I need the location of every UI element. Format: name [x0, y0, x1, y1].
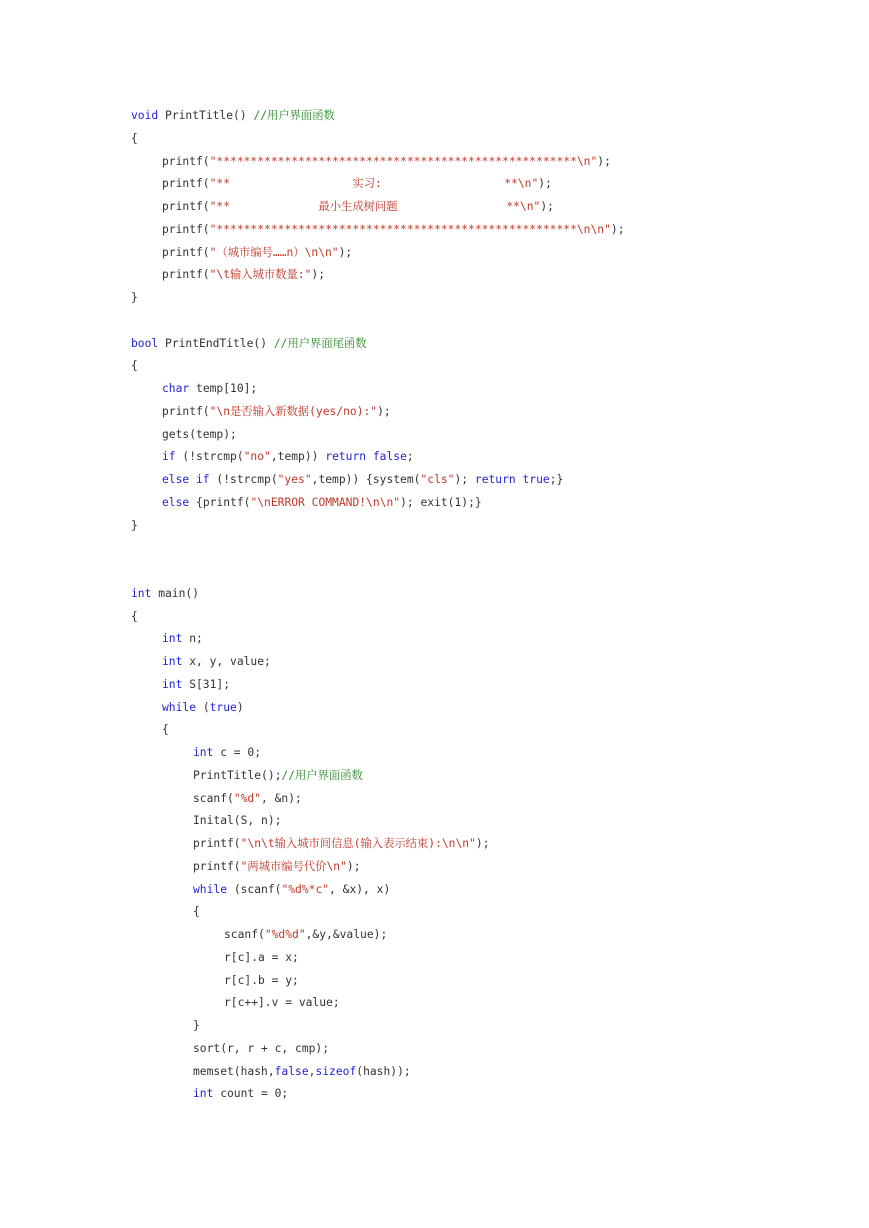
- code-text: main(): [151, 586, 200, 600]
- code-line: [131, 674, 625, 697]
- code-line: [131, 1015, 625, 1038]
- string-token: "\n\t输入城市间信息(输入表示结束):\n\n": [240, 837, 476, 850]
- code-text: {printf(: [189, 495, 251, 509]
- code-text: {: [131, 131, 138, 145]
- code-text: );: [538, 177, 552, 191]
- string-token: "\t输入城市数量:": [209, 268, 312, 282]
- code-line: [131, 310, 625, 333]
- code-line: [131, 151, 625, 174]
- code-text: ): [236, 700, 244, 714]
- code-text: ,: [308, 1064, 316, 1078]
- code-text: ,temp)) {system(: [311, 473, 421, 486]
- keyword-token: int: [131, 586, 152, 600]
- code-line: [131, 924, 625, 947]
- keyword-token: true: [209, 700, 237, 714]
- code-line: [131, 947, 625, 970]
- code-text: , &n);: [261, 791, 302, 805]
- code-text: c = 0;: [213, 746, 262, 759]
- code-text: scanf(: [224, 928, 265, 941]
- code-text: printf(: [193, 859, 241, 873]
- code-text: (hash));: [356, 1064, 411, 1078]
- code-text: printf(: [162, 245, 210, 259]
- code-text: );: [311, 268, 326, 282]
- code-line: [131, 537, 625, 560]
- keyword-token: false: [274, 1064, 309, 1078]
- code-text: r[c].b = y;: [224, 973, 299, 987]
- code-line: [131, 469, 625, 492]
- code-text: {: [131, 609, 138, 623]
- code-text: ,temp)): [270, 450, 326, 464]
- code-text: ;: [406, 450, 414, 464]
- keyword-token: else if: [162, 473, 210, 486]
- code-line: [131, 992, 625, 1015]
- keyword-token: int: [162, 632, 183, 646]
- code-line: [131, 833, 625, 856]
- code-text: printf(: [162, 268, 210, 282]
- keyword-token: int: [162, 655, 183, 668]
- code-line: [131, 879, 625, 902]
- code-line: [131, 242, 625, 265]
- code-text: temp[10];: [189, 382, 258, 395]
- code-text: sort(r, r + c, cmp);: [193, 1041, 330, 1055]
- code-text: PrintEndTitle(): [158, 336, 274, 350]
- string-token: "*****************************************************\n\n": [209, 222, 611, 236]
- code-text: printf(: [193, 837, 241, 850]
- code-line: [131, 697, 625, 720]
- keyword-token: else: [162, 495, 190, 509]
- code-line: [131, 128, 625, 151]
- string-token: "\n是否输入新数据(yes/no):": [209, 404, 378, 418]
- code-text: x, y, value;: [182, 655, 271, 668]
- keyword-token: return false: [325, 450, 407, 464]
- code-text: (!strcmp(: [209, 473, 278, 486]
- code-text: (scanf(: [227, 882, 282, 896]
- code-text: r[c++].v = value;: [224, 996, 340, 1010]
- keyword-token: sizeof: [315, 1064, 357, 1078]
- code-text: PrintTitle();: [193, 768, 282, 782]
- string-token: "yes": [277, 473, 312, 486]
- code-listing: [131, 105, 625, 1106]
- string-token: "\nERROR COMMAND!\n\n": [250, 495, 401, 509]
- code-text: );: [377, 404, 391, 418]
- keyword-token: int: [193, 746, 214, 759]
- code-text: (: [196, 700, 210, 714]
- code-text: count = 0;: [213, 1087, 289, 1101]
- code-line: [131, 355, 625, 378]
- code-line: [131, 173, 625, 196]
- string-token: "** 实习: **\n": [209, 177, 539, 191]
- code-line: [131, 1038, 625, 1061]
- comment-token: //用户界面函数: [253, 109, 335, 122]
- code-line: [131, 651, 625, 674]
- code-line: [131, 515, 625, 538]
- code-text: {: [193, 905, 200, 919]
- code-text: }: [193, 1019, 200, 1032]
- code-text: memset(hash,: [193, 1064, 275, 1078]
- code-text: {: [162, 723, 169, 737]
- code-text: printf(: [162, 404, 210, 418]
- code-line: [131, 219, 625, 242]
- keyword-token: while: [193, 882, 228, 896]
- code-text: }: [131, 291, 138, 304]
- code-text: ,&y,&value);: [305, 928, 388, 941]
- code-line: [131, 1061, 625, 1084]
- code-text: PrintTitle(): [158, 109, 254, 122]
- code-line: [131, 628, 625, 651]
- code-line: [131, 742, 625, 765]
- code-line: [131, 401, 625, 424]
- string-token: "no": [243, 450, 271, 464]
- comment-token: //用户界面函数: [281, 768, 363, 782]
- string-token: "*****************************************************\n": [209, 154, 598, 168]
- code-text: );: [454, 473, 475, 486]
- code-line: [131, 196, 625, 219]
- keyword-token: int: [162, 677, 183, 691]
- keyword-token: void: [131, 109, 159, 122]
- code-line: [131, 1083, 625, 1106]
- code-text: (!strcmp(: [175, 450, 244, 464]
- string-token: "%d%d": [264, 928, 306, 941]
- code-line: [131, 606, 625, 629]
- code-text: printf(: [162, 222, 210, 236]
- comment-token: //用户界面尾函数: [273, 336, 367, 350]
- code-text: );: [540, 200, 554, 213]
- code-text: );: [338, 245, 353, 259]
- code-line: [131, 446, 625, 469]
- code-text: printf(: [162, 200, 210, 213]
- code-line: [131, 105, 625, 128]
- code-text: , &x), x): [329, 882, 391, 896]
- code-text: gets(temp);: [162, 427, 237, 441]
- keyword-token: return true: [474, 473, 550, 486]
- keyword-token: while: [162, 700, 197, 714]
- code-text: );: [610, 222, 625, 236]
- keyword-token: if: [162, 450, 176, 464]
- code-line: [131, 378, 625, 401]
- code-line: [131, 788, 625, 811]
- code-text: n;: [182, 632, 203, 646]
- code-text: );: [346, 859, 361, 873]
- string-token: "（城市编号……n）\n\n": [209, 245, 339, 259]
- code-text: );: [475, 837, 490, 850]
- code-line: [131, 765, 625, 788]
- string-token: "cls": [420, 473, 455, 486]
- code-line: [131, 901, 625, 924]
- string-token: "两城市编号代价\n": [240, 859, 347, 873]
- keyword-token: bool: [131, 336, 159, 350]
- code-text: ;}: [549, 473, 564, 486]
- code-text: printf(: [162, 154, 210, 168]
- code-text: ); exit(1);}: [400, 495, 482, 509]
- code-text: S[31];: [182, 677, 231, 691]
- code-line: [131, 333, 625, 356]
- keyword-token: int: [193, 1087, 214, 1101]
- code-text: {: [131, 359, 138, 373]
- code-line: [131, 583, 625, 606]
- code-text: Inital(S, n);: [193, 814, 282, 828]
- code-text: );: [597, 154, 611, 168]
- string-token: "** 最小生成树问题 **\n": [209, 200, 541, 213]
- code-text: }: [131, 518, 138, 532]
- code-line: [131, 856, 625, 879]
- code-text: printf(: [162, 177, 210, 191]
- string-token: "%d": [233, 791, 262, 805]
- code-line: [131, 560, 625, 583]
- code-text: r[c].a = x;: [224, 950, 299, 964]
- code-line: [131, 424, 625, 447]
- code-line: [131, 810, 625, 833]
- code-line: [131, 719, 625, 742]
- code-line: [131, 970, 625, 993]
- code-line: [131, 264, 625, 287]
- code-line: [131, 287, 625, 310]
- code-text: scanf(: [193, 791, 234, 805]
- string-token: "%d%*c": [281, 882, 330, 896]
- code-line: [131, 492, 625, 515]
- keyword-token: char: [162, 382, 190, 395]
